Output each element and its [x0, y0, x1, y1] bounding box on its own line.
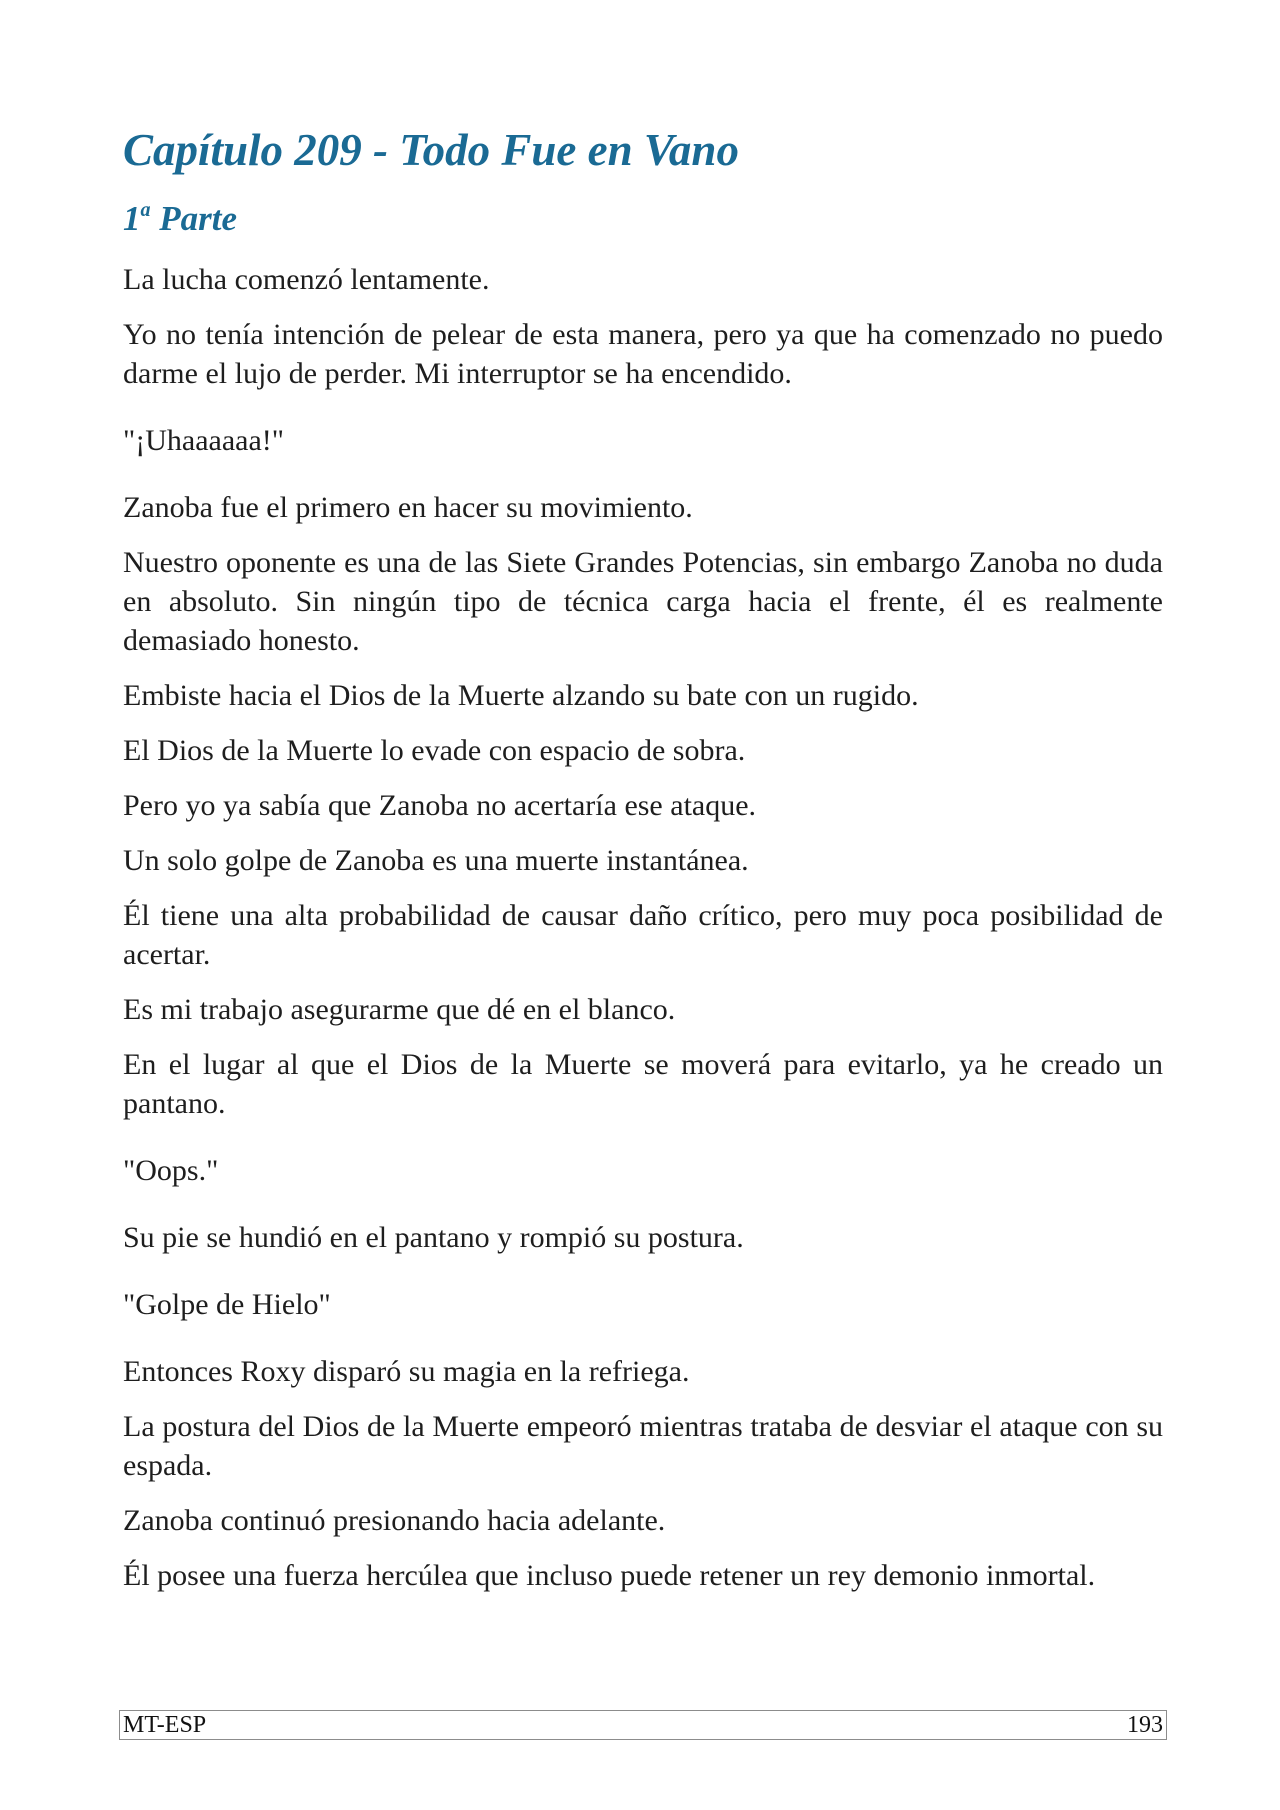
- paragraph: Un solo golpe de Zanoba es una muerte instantánea.: [123, 844, 749, 877]
- paragraph: Su pie se hundió en el pantano y rompió su postura.: [123, 1221, 744, 1254]
- paragraph: Zanoba fue el primero en hacer su movimiento.: [123, 491, 693, 524]
- part-ordinal: a: [140, 199, 151, 221]
- paragraph: Él tiene una alta probabilidad de causar daño crítico, pero muy poca posibilidad de acertar.: [123, 899, 1163, 971]
- paragraph: La postura del Dios de la Muerte empeoró mientras trataba de desviar el ataque con su espada.: [123, 1410, 1163, 1482]
- paragraph: Embiste hacia el Dios de la Muerte alzando su bate con un rugido.: [123, 679, 919, 712]
- footer-label: MT-ESP: [123, 1712, 207, 1738]
- dialogue-line: "Oops.": [123, 1154, 219, 1187]
- paragraph: En el lugar al que el Dios de la Muerte se moverá para evitarlo, ya he creado un pantano.: [123, 1048, 1163, 1120]
- chapter-body: [123, 260, 1163, 1595]
- chapter-title: Capítulo 209 - Todo Fue en Vano: [123, 125, 739, 175]
- paragraph: Zanoba continuó presionando hacia adelante.: [123, 1504, 666, 1537]
- dialogue-line: "Golpe de Hielo": [123, 1288, 331, 1321]
- page-content: [123, 118, 1163, 1595]
- page-number: 193: [1127, 1712, 1163, 1738]
- paragraph: Pero yo ya sabía que Zanoba no acertaría ese ataque.: [123, 789, 757, 822]
- paragraph: El Dios de la Muerte lo evade con espacio de sobra.: [123, 734, 746, 767]
- paragraph: Es mi trabajo asegurarme que dé en el blanco.: [123, 993, 676, 1026]
- paragraph: Yo no tenía intención de pelear de esta manera, pero ya que ha comenzado no puedo darme el lujo de perder. Mi interruptor se ha encendido.: [123, 318, 1163, 390]
- paragraph: Nuestro oponente es una de las Siete Grandes Potencias, sin embargo Zanoba no duda en absoluto. Sin ningún tipo de técnica carga hacia el frente, él es realmente demasiado honesto.: [123, 546, 1163, 657]
- part-number: 1: [123, 199, 141, 238]
- part-title: [123, 194, 1163, 244]
- paragraph: Él posee una fuerza hercúlea que incluso puede retener un rey demonio inmortal.: [123, 1559, 1096, 1592]
- paragraph: La lucha comenzó lentamente.: [123, 263, 490, 296]
- paragraph: Entonces Roxy disparó su magia en la refriega.: [123, 1355, 690, 1388]
- dialogue-line: "¡Uhaaaaaa!": [123, 424, 285, 457]
- part-label: Parte: [159, 199, 238, 238]
- page-footer: [119, 1710, 1167, 1740]
